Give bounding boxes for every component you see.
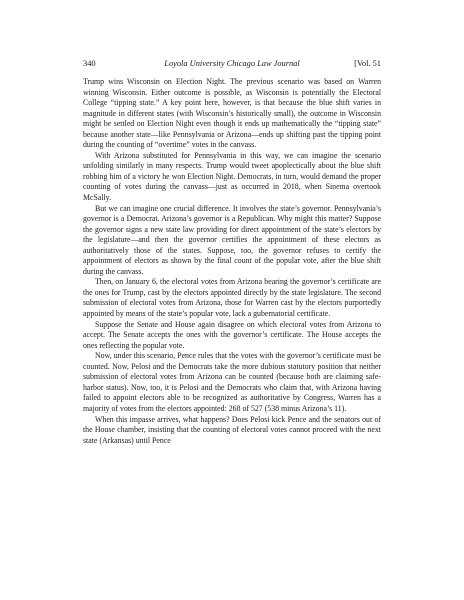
body-text (83, 77, 381, 446)
volume-label: [Vol. 51 (354, 59, 381, 68)
paragraph: Trump wins Wisconsin on Election Night. The previous scenario was based on Warren winning Wisconsin. Either outcome is possible, as Wisconsin is potentially the Electoral College “tipping state.” A key point here, however, is that because the blue shift varies in magnitude in different states (with Wisconsin’s historically small), the outcome in Wisconsin might be settled on Election Night even though it ends up mathematically the “tipping state” because another state—like Pennsylvania or Arizona—ends up shifting past the tipping point during the counting of “overtime” votes in the canvass. (83, 77, 381, 150)
page-number: 340 (83, 59, 96, 68)
paragraph: But we can imagine one crucial difference. It involves the state’s governor. Pennsylvania’s governor is a Democrat. Arizona’s governor is a Republican. Why might this matter? Suppose the governor signs a new state law providing for direct appointment of the state’s electors by the legislature—and then the governor certifies the appointment of these electors as authoritatively those of the states. Suppose, too, the governor refuses to certify the appointment of electors as shown by the final count of the popular vote, after the blue shift during the canvass. (83, 203, 381, 276)
journal-title: Loyola University Chicago Law Journal (164, 59, 300, 68)
paragraph: Suppose the Senate and House again disagree on which electoral votes from Arizona to accept. The Senate accepts the ones with the governor’s certificate. The House accepts the ones reflecting the popular vote. (83, 319, 381, 350)
paragraph: Then, on January 6, the electoral votes from Arizona bearing the governor’s certificate are the ones for Trump, cast by the electors appointed directly by the state legislature. The second submission of electoral votes from Arizona, those for Warren cast by the electors purportedly appointed by means of the state’s popular vote, lack a gubernatorial certificate. (83, 277, 381, 319)
journal-page (83, 58, 381, 446)
paragraph: With Arizona substituted for Pennsylvania in this way, we can imagine the scenario unfolding similarly in many respects. Trump would tweet apoplectically about the blue shift robbing him of a victory he won Election Night. Democrats, in turn, would demand the proper counting of votes during the canvass—just as occurred in 2018, when Sinema overtook McSally. (83, 150, 381, 203)
paragraph: Now, under this scenario, Pence rules that the votes with the governor’s certificate must be counted. Now, Pelosi and the Democrats take the more dubious statutory position that neither submission of electoral votes from Arizona can be counted (because both are claiming safe-harbor status). Now, too, it is Pelosi and the Democrats who claim that, with Arizona having failed to appoint electors able to be recognized as authoritative by Congress, Warren has a majority of votes from the electors appointed: 268 of 527 (538 minus Arizona’s 11). (83, 351, 381, 413)
paragraph: When this impasse arrives, what happens? Does Pelosi kick Pence and the senators out of the House chamber, insisting that the counting of electoral votes cannot proceed with the next state (Arkansas) until Pence (83, 414, 381, 445)
running-head (83, 58, 381, 70)
